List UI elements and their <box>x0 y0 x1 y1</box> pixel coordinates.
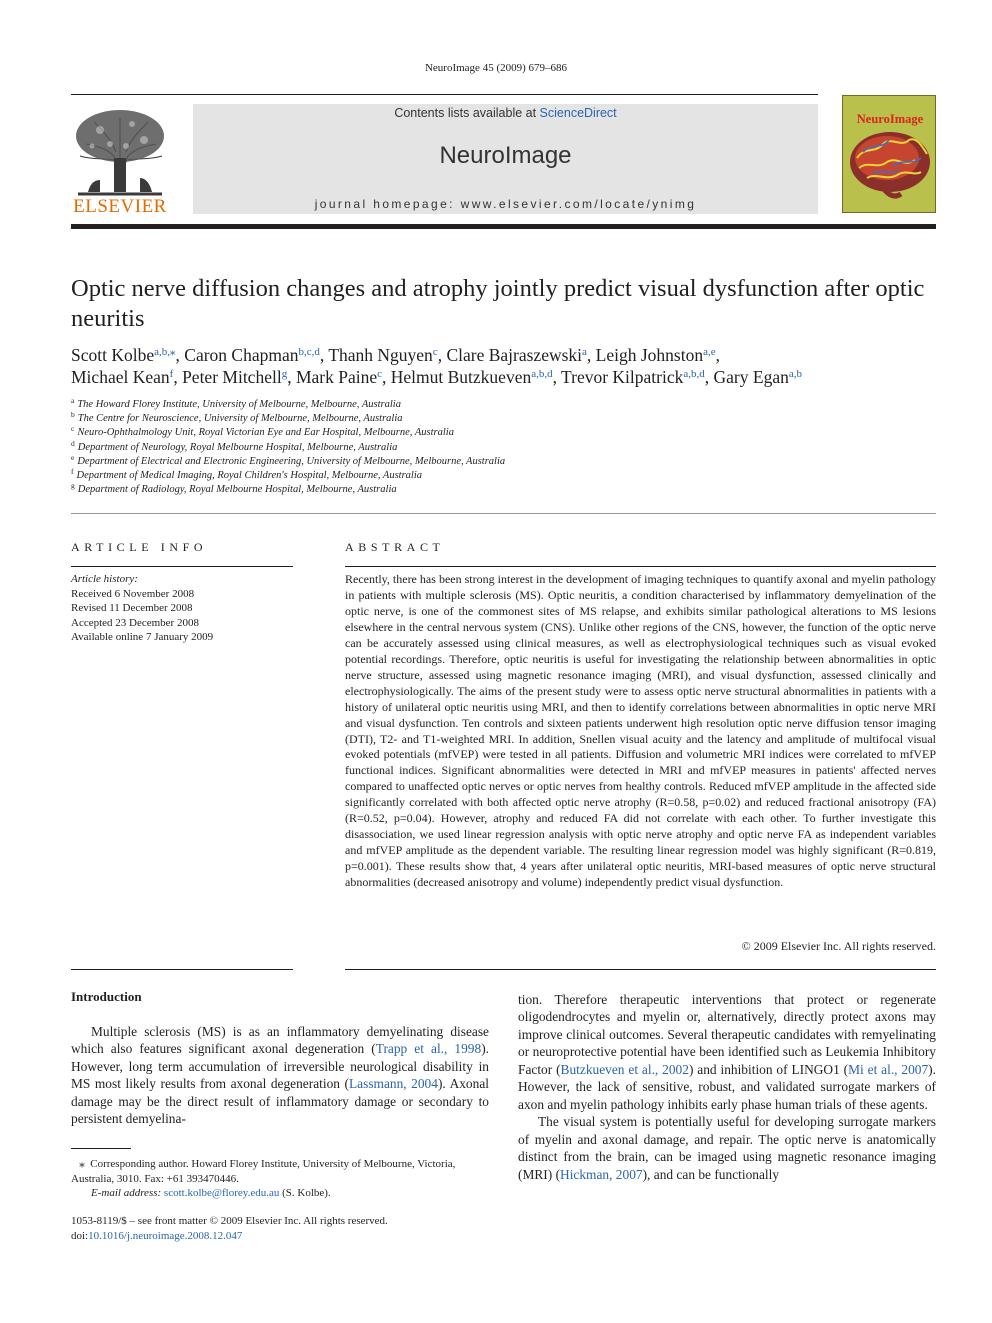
history-item: Received 6 November 2008 <box>71 587 195 600</box>
article-info-end-rule <box>71 969 293 970</box>
affiliation: $^g$ Department of Radiology, Royal Melbourne Hospital, Melbourne, Australia <box>71 481 397 496</box>
abstract-copyright: © 2009 Elsevier Inc. All rights reserved. <box>741 939 936 953</box>
contents-available-line <box>193 106 818 120</box>
issn-line: 1053-8119/$ – see front matter © 2009 Elsevier Inc. All rights reserved. <box>71 1215 388 1227</box>
abstract-heading: ABSTRACT <box>345 540 445 554</box>
author: Caron Chapman$^{b,c,d}$, <box>184 345 329 365</box>
author-affiliation-link[interactable]: b,c,d <box>298 346 320 358</box>
author-list <box>71 344 941 388</box>
author-affiliation-link[interactable]: a <box>582 346 587 358</box>
abstract-end-rule <box>345 969 936 970</box>
doi-line: doi:10.1016/j.neuroimage.2008.12.047 <box>71 1229 243 1242</box>
article-info-heading: ARTICLE INFO <box>71 540 208 554</box>
citation-link[interactable]: Trapp et al., 1998 <box>375 1041 482 1057</box>
section-divider <box>71 513 936 514</box>
author-affiliation-link[interactable]: f <box>169 368 174 380</box>
author-affiliation-link[interactable]: a,b,⁎ <box>154 346 176 358</box>
email-link[interactable]: scott.kolbe@florey.edu.au <box>163 1187 280 1199</box>
author-affiliation-link[interactable]: a,b <box>788 368 802 380</box>
author-affiliation-link[interactable]: c <box>432 346 438 358</box>
affiliation: $^b$ The Centre for Neuroscience, University of Melbourne, Melbourne, Australia <box>71 410 403 425</box>
intro-paragraph: The visual system is potentially useful for developing surrogate markers of myelin and axonal damage, and repair. The optic nerve is anatomically distinct from the brain, can be imaged using magnetic resonance imaging (MRI) (Hickman, 2007), and can be functionally <box>518 1114 936 1182</box>
front-matter <box>71 1214 491 1243</box>
author: Mark Paine$^c$, <box>295 367 391 387</box>
intro-paragraph: tion. Therefore therapeutic interventions that protect or regenerate oligodendrocytes and myelin or, alternatively, directly protect axons may improve clinical outcomes. Several therapeutic candidates with remyelinating or neuroprotective potential have been identified such as Leukemia Inhibitory Factor (Butzkueven et al., 2002) and inhibition of LINGO1 (Mi et al., 2007). However, the lack of sensitive, robust, and validated surrogate markers of axon and myelin pathology inhibits early phase human trials of these agents. <box>518 992 936 1112</box>
affiliation: $^e$ Department of Electrical and Electronic Engineering, University of Melbourne, Melbourne, Australia <box>71 452 506 467</box>
journal-name: NeuroImage <box>439 142 572 169</box>
citation-link[interactable]: Mi et al., 2007 <box>848 1061 929 1077</box>
author-affiliation-link[interactable]: c <box>377 368 383 380</box>
header-top-rule <box>71 94 818 95</box>
intro-paragraph: Multiple sclerosis (MS) is as an inflammatory demyelinating disease which also features significant axonal degeneration (Trapp et al., 1998). However, long term accumulation of irreversible neurological disability in MS most likely results from axonal degeneration (Lassmann, 2004). Axonal damage may be the direct result of inflammatory damage or secondary to persistent demyelina- <box>71 1024 489 1127</box>
affiliation: $^c$ Neuro-Ophthalmology Unit, Royal Victorian Eye and Ear Hospital, Melbourne, Australia <box>71 424 454 439</box>
author: Gary Egan$^{a,b}$ <box>713 367 802 387</box>
article-history <box>71 572 293 645</box>
author-affiliation-link[interactable]: a,b,d <box>683 368 705 380</box>
affiliation: $^d$ Department of Neurology, Royal Melbourne Hospital, Melbourne, Australia <box>71 438 398 453</box>
article-history-label: Article history: <box>71 573 138 585</box>
abstract-text: Recently, there has been strong interest in the development of imaging techniques to quantify axonal and myelin pathology in patients with multiple sclerosis (MS). Optic neuritis, a condition characterised by inflammatory demyelination of the optic nerve, is one of the commonest sites of MS relapse, and exhibits similar pathological alterations to MS lesions elsewhere in the central nervous system (CNS). Unlike other regions of the CNS, however, the function of the optic nerve can be accurately assessed using clinical measures, as well as electrophysiological techniques such as visual evoked potential recordings. Therefore, optic neuritis is useful for investigating the relationship between abnormalities in optic nerve structure, assessed using magnetic resonance imaging (MRI), and visual dysfunction, assessed clinically and electrophysiologically. The aims of the present study were to assess optic nerve structural abnormalities in patients with a history of unilateral optic neuritis using MRI, and then to identify correlations between abnormalities in optic nerve MRI and visual dysfunction. Ten controls and sixteen patients underwent high resolution optic nerve diffusion tensor imaging (DTI), T2- and T1-weighted MRI. In addition, Snellen visual acuity and the latency and amplitude of multifocal visual evoked potentials (mfVEP) were tested in all patients. Diffusion and volumetric MRI indices were correlated to mfVEP functional indices. Significant abnormalities were detected in MRI and mfVEP measures in patients' affected nerves compared to unaffected optic nerves or optic nerves from healthy controls. Reduced mfVEP amplitude in the affected side significantly correlated with both affected optic nerve atrophy (R=0.58, p=0.02) and reduced fractional anisotropy (FA) (R=0.52, p=0.04). However, atrophy and reduced FA did not correlate with each other. To further investigate this disassociation, we used linear regression analysis with optic nerve atrophy and optic nerve FA as independent variables and mfVEP amplitude as the dependent variable. The resulting linear regression model was highly significant (R=0.819, p=0.001). These results show that, 4 years after unilateral optic neuritis, MRI-based measures of optic nerve structural abnormalities (decreased anisotropy and volume) independently predict visual dysfunction. <box>345 572 936 890</box>
citation-link[interactable]: Butzkueven et al., 2002 <box>560 1061 689 1077</box>
history-item: Accepted 23 December 2008 <box>71 616 199 629</box>
article-info-rule <box>71 566 293 567</box>
author-affiliation-link[interactable]: g <box>281 368 288 380</box>
history-item: Available online 7 January 2009 <box>71 631 214 643</box>
affiliation: $^f$ Department of Medical Imaging, Royal Children's Hospital, Melbourne, Australia <box>71 467 423 482</box>
author: Thanh Nguyen$^c$, <box>328 345 447 365</box>
introduction-left-column <box>71 1023 489 1128</box>
doi-link[interactable]: 10.1016/j.neuroimage.2008.12.047 <box>88 1229 243 1242</box>
journal-cover-image <box>842 95 936 213</box>
introduction-heading: Introduction <box>71 989 142 1004</box>
author: Scott Kolbe$^{a,b,⁎}$, <box>71 345 185 365</box>
author: Michael Kean$^f$, <box>71 367 183 387</box>
author: Trevor Kilpatrick$^{a,b,d}$, <box>561 367 714 387</box>
journal-masthead <box>193 104 818 214</box>
author-affiliation-link[interactable]: a,b,d <box>531 368 553 380</box>
elsevier-wordmark: ELSEVIER <box>73 196 167 217</box>
author: Clare Bajraszewski$^a$, <box>446 345 596 365</box>
contents-prefix: Contents lists available at <box>394 106 540 120</box>
author: Peter Mitchell$^g$, <box>182 367 296 387</box>
header-bottom-rule <box>71 224 936 229</box>
citation-link[interactable]: Hickman, 2007 <box>560 1166 643 1182</box>
history-item: Revised 11 December 2008 <box>71 602 193 614</box>
introduction-right-column <box>518 991 936 1183</box>
corresponding-author-footnote <box>71 1157 491 1201</box>
abstract-rule <box>345 566 936 567</box>
footnote-rule <box>71 1148 131 1149</box>
affiliation: $^a$ The Howard Florey Institute, University of Melbourne, Melbourne, Australia <box>71 396 401 410</box>
journal-citation: NeuroImage 45 (2009) 679–686 <box>424 62 568 74</box>
cover-title: NeuroImage <box>856 112 924 126</box>
paper-title: Optic nerve diffusion changes and atrophy jointly predict visual dysfunction after optic neuritis <box>71 275 925 332</box>
footnote-text: ⁎ Corresponding author. Howard Florey Institute, University of Melbourne, Victoria, Australia, 3010. Fax: +61 393470446. <box>71 1158 456 1185</box>
author: Leigh Johnston$^{a,e}$, <box>595 345 720 365</box>
sciencedirect-link[interactable]: ScienceDirect <box>539 106 617 120</box>
author-affiliation-link[interactable]: a,e <box>703 346 716 358</box>
footnote-email-line: E-mail address: scott.kolbe@florey.edu.au (S. Kolbe). <box>91 1187 331 1199</box>
citation-link[interactable]: Lassmann, 2004 <box>348 1076 438 1092</box>
author: Helmut Butzkueven$^{a,b,d}$, <box>390 367 562 387</box>
journal-homepage[interactable]: journal homepage: www.elsevier.com/locate/ynimg <box>314 197 697 211</box>
affiliation-list <box>71 398 941 497</box>
